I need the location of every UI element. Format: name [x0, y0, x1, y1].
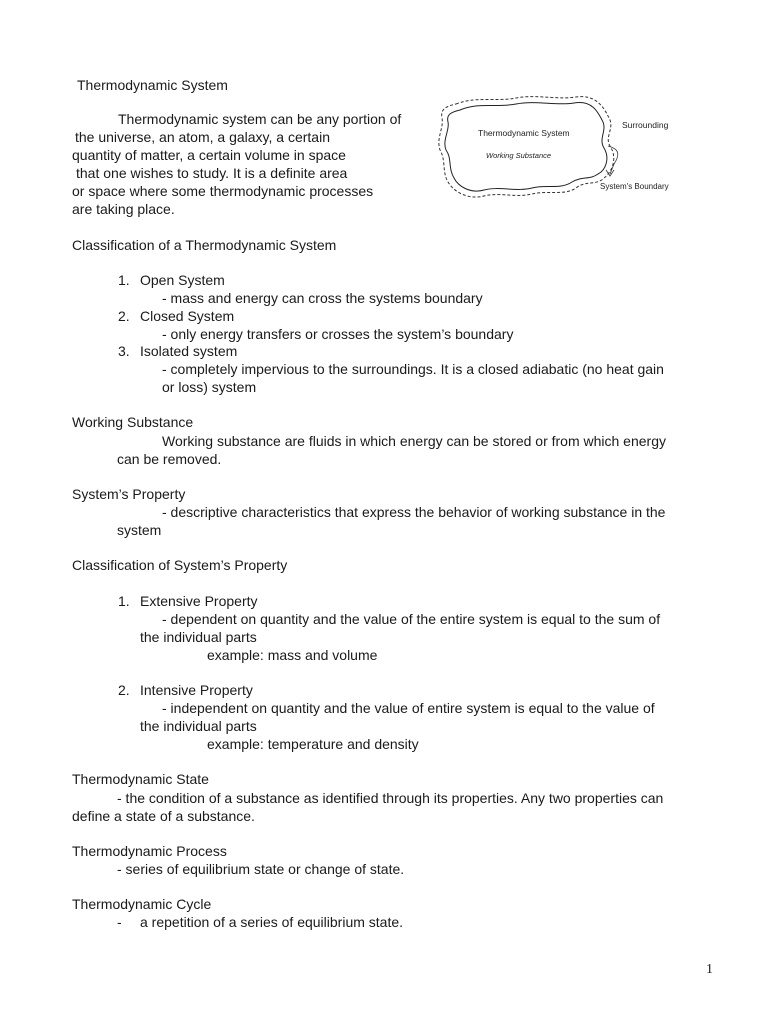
page-number: 1	[706, 962, 713, 977]
list-item-desc: or loss) system	[162, 379, 257, 395]
list-item-desc: - dependent on quantity and the value of the entire system is equal to the sum of	[162, 611, 661, 627]
section-heading-systems-property: System’s Property	[72, 486, 186, 502]
list-item-closed-system: Closed System	[140, 308, 235, 324]
paragraph-line: can be removed.	[117, 451, 222, 467]
diagram-boundary-label: System's Boundary	[600, 182, 669, 191]
list-item-desc: - only energy transfers or crosses the system’s boundary	[162, 326, 514, 342]
paragraph-line: a repetition of a series of equilibrium state.	[140, 914, 404, 930]
boundary-outline-outer	[439, 97, 614, 197]
diagram-surrounding-label: Surrounding	[622, 120, 669, 130]
diagram-system-label: Thermodynamic System	[478, 128, 570, 138]
list-number: 3.	[118, 343, 130, 359]
section-heading-property-classification: Classification of System’s Property	[72, 557, 288, 573]
section-heading-process: Thermodynamic Process	[72, 843, 227, 859]
paragraph-line: Working substance are fluids in which energy can be stored or from which energy	[162, 433, 666, 449]
intro-line: quantity of matter, a certain volume in space	[72, 147, 346, 163]
list-number: 2.	[118, 682, 130, 698]
page-title: Thermodynamic System	[77, 77, 228, 93]
intro-line: or space where some thermodynamic processes	[72, 183, 374, 199]
section-heading-classification: Classification of a Thermodynamic System	[72, 237, 337, 253]
list-item-desc: - mass and energy can cross the systems boundary	[162, 290, 483, 306]
list-item-desc: the individual parts	[140, 629, 257, 645]
list-item-isolated-system: Isolated system	[140, 343, 238, 359]
list-item-desc: - independent on quantity and the value of entire system is equal to the value of	[162, 700, 655, 716]
paragraph-line: - descriptive characteristics that express the behavior of working substance in the	[162, 504, 666, 520]
list-number: 1.	[118, 272, 130, 288]
list-item-example: example: mass and volume	[207, 647, 378, 663]
intro-line: the universe, an atom, a galaxy, a certain	[75, 129, 330, 145]
intro-line: that one wishes to study. It is a definite area	[76, 165, 348, 181]
paragraph-line: - the condition of a substance as identified through its properties. Any two properties can	[117, 790, 664, 806]
list-item-intensive-property: Intensive Property	[140, 682, 253, 698]
paragraph-line: system	[117, 522, 162, 538]
list-number: 1.	[118, 593, 130, 609]
intro-line: Thermodynamic system can be any portion of	[118, 111, 402, 127]
section-heading-cycle: Thermodynamic Cycle	[72, 896, 212, 912]
boundary-arrow	[608, 146, 618, 174]
list-item-desc: - completely impervious to the surroundings. It is a closed adiabatic (no heat gain	[162, 361, 664, 377]
list-item-extensive-property: Extensive Property	[140, 593, 258, 609]
thermodynamic-system-diagram	[436, 94, 676, 206]
list-number: 2.	[118, 308, 130, 324]
list-item-open-system: Open System	[140, 272, 225, 288]
boundary-outline-inner	[445, 103, 607, 192]
diagram-substance-label: Working Substance	[486, 151, 552, 160]
paragraph-line: define a state of a substance.	[72, 808, 255, 824]
section-heading-working-substance: Working Substance	[72, 414, 194, 430]
cycle-dash: -	[117, 914, 122, 930]
paragraph-line: - series of equilibrium state or change of state.	[117, 861, 405, 877]
list-item-example: example: temperature and density	[207, 736, 419, 752]
list-item-desc: the individual parts	[140, 718, 257, 734]
section-heading-state: Thermodynamic State	[72, 771, 209, 787]
intro-line: are taking place.	[72, 201, 175, 217]
